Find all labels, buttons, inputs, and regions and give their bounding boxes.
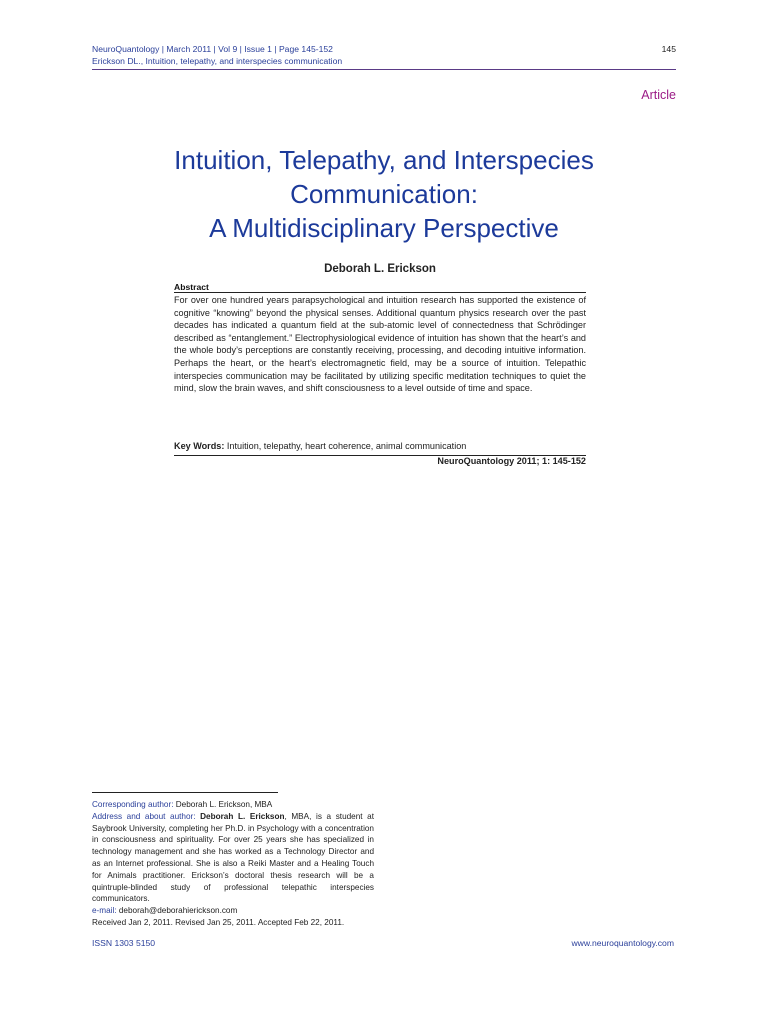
- journal-header-line: NeuroQuantology | March 2011 | Vol 9 | Issue 1 | Page 145-152: [92, 44, 333, 54]
- keywords-label: Key Words:: [174, 441, 225, 451]
- bio-author-name: Deborah L. Erickson: [195, 811, 285, 821]
- running-title: Erickson DL., Intuition, telepathy, and interspecies communication: [92, 56, 343, 66]
- page-number: 145: [661, 44, 676, 54]
- corresponding-author-value: Deborah L. Erickson, MBA: [173, 800, 273, 809]
- article-type-label: Article: [641, 88, 676, 102]
- abstract-heading: Abstract: [174, 282, 209, 292]
- title-line: Communication:: [290, 179, 478, 209]
- author-email: [92, 905, 374, 917]
- issn: ISSN 1303 5150: [92, 938, 156, 948]
- keywords: [174, 441, 586, 451]
- author-name: Deborah L. Erickson: [324, 263, 436, 275]
- received-dates: Received Jan 2, 2011. Revised Jan 25, 2011. Accepted Feb 22, 2011.: [92, 917, 345, 927]
- bio-text: , MBA, is a student at Saybrook University, completing her Ph.D. in Psychology with a concentration in consciousness and spirituality. For over 25 years she has specialized in technology management and she has worked as a Technology Director and as an Internet professional. She is also a Reiki Master and a Healing Touch for Animals practitioner. Erickson’s doctoral thesis research will be a quintruple-blinded study of professional telepathic interspecies communicators.: [92, 811, 374, 904]
- abstract-top-rule: [174, 292, 586, 293]
- email-value[interactable]: deborah@deborahierickson.com: [116, 906, 238, 916]
- journal-citation: NeuroQuantology 2011; 1: 145-152: [437, 456, 586, 466]
- author-bio: [92, 811, 374, 905]
- keywords-text: Intuition, telepathy, heart coherence, animal communication: [224, 441, 467, 451]
- article-title: [92, 143, 676, 245]
- journal-website-link[interactable]: www.neuroquantology.com: [571, 938, 674, 948]
- abstract-text: For over one hundred years parapsychological and intuition research has supported the existence of cognitive “knowing” beyond the physical senses. Additional quantum physics research over the past decades has indicated a quantum field at the sub-atomic level of connectedness that Schrödinger described as “entanglement.” Electrophysiological evidence of intuition has shown that the heart’s and the whole body’s perceptions are constantly receiving, processing, and decoding intuitive information. Perhaps the heart, or the heart’s electromagnetic field, may be a source of intuition. Telepathic interspecies communication may be facilitated by utilizing specific meditation techniques to quiet the mind, slow the brain waves, and shift consciousness to a level outside of time and space.: [174, 295, 586, 394]
- address-label: Address and about author:: [92, 811, 196, 821]
- footnote-divider: [92, 792, 278, 793]
- title-line: Intuition, Telepathy, and Interspecies: [174, 145, 594, 175]
- header-divider: [92, 69, 676, 70]
- corresponding-author-label: Corresponding author:: [92, 800, 174, 809]
- author-footnote: [92, 799, 374, 929]
- email-label: e-mail:: [92, 906, 117, 916]
- title-line: A Multidisciplinary Perspective: [209, 213, 559, 243]
- corresponding-author: [92, 799, 374, 811]
